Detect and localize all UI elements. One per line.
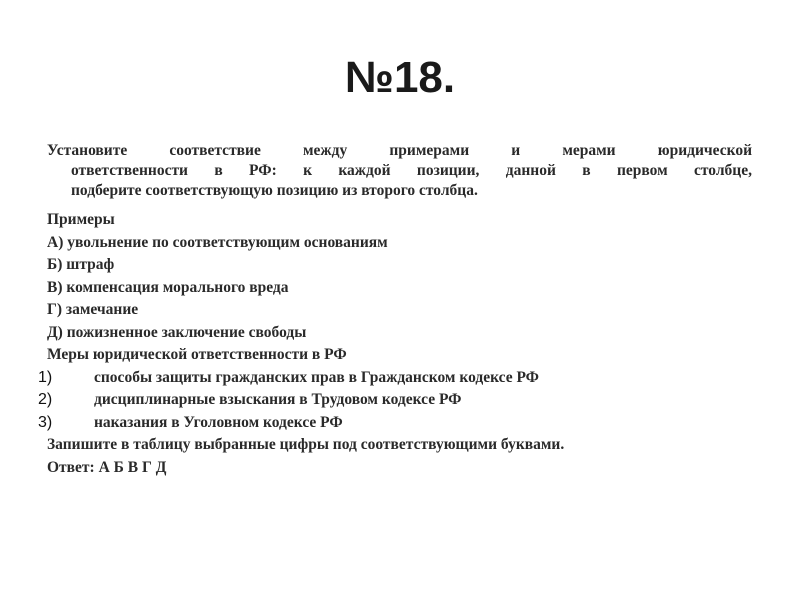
task-line-3: подберите соответствующую позицию из второго столбца. — [71, 182, 478, 199]
task-line-2: ответственности в РФ: к каждой позиции, данной в первом столбце, — [71, 162, 752, 179]
measure-text: способы защиты гражданских прав в Гражданском кодексе РФ — [94, 368, 539, 386]
measure-item-3 — [38, 412, 752, 435]
measures-heading: Меры юридической ответственности в РФ — [47, 346, 347, 363]
task-statement — [47, 141, 752, 201]
measure-text: дисциплинарные взыскания в Трудовом кодексе РФ — [94, 391, 462, 408]
task-line-1: Установите соответствие между примерами и мерами юридической — [47, 142, 752, 159]
example-c: В) компенсация морального вреда — [47, 278, 289, 296]
task-body — [38, 141, 752, 479]
measure-item-1 — [38, 367, 752, 390]
measure-text: наказания в Уголовном кодексе РФ — [94, 413, 343, 431]
example-e: Д) пожизненное заключение свободы — [47, 323, 307, 341]
slide-title: №18. — [344, 53, 456, 102]
example-b: Б) штраф — [47, 256, 115, 273]
example-a: А) увольнение по соответствующим основаниям — [47, 233, 388, 251]
example-d: Г) замечание — [47, 301, 139, 318]
measure-item-2 — [38, 389, 752, 412]
examples-heading: Примеры — [47, 211, 115, 228]
measure-number: 2) — [38, 391, 53, 408]
answer-line: Ответ: А Б В Г Д — [47, 458, 167, 476]
instruction-text: Запишите в таблицу выбранные цифры под соответствующими буквами. — [47, 436, 565, 453]
measure-number: 1) — [38, 368, 53, 386]
measure-number: 3) — [38, 413, 53, 431]
